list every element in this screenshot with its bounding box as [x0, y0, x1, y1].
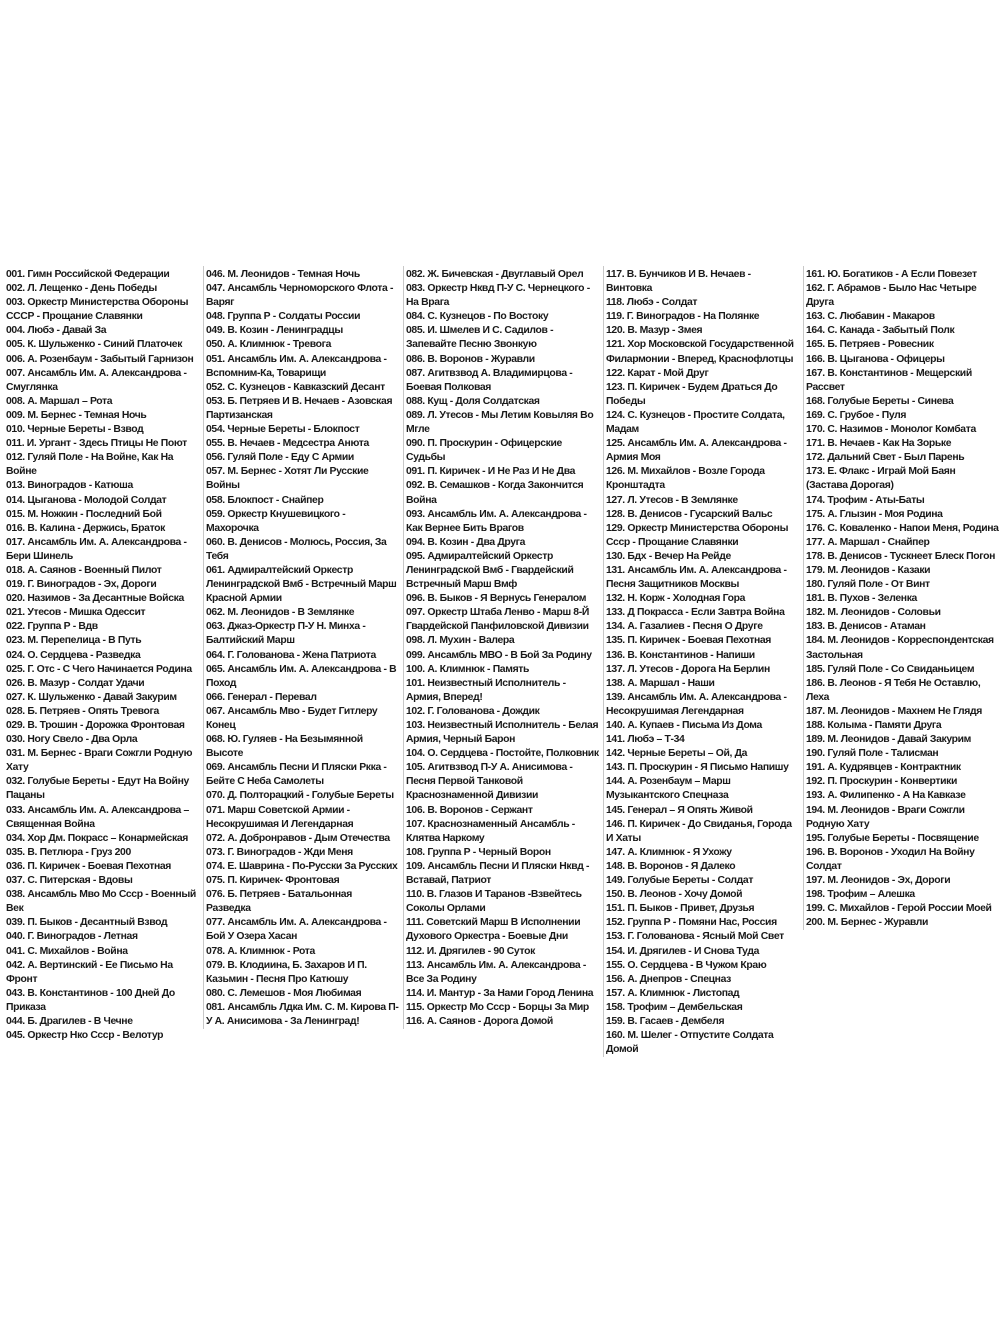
- track-entry: 133. Д Покрасса - Если Завтра Война: [606, 607, 785, 619]
- track-entry: 198. Трофим – Алешка: [806, 889, 915, 901]
- track-entry: 094. В. Козин - Два Друга: [406, 536, 526, 548]
- track-entry: 014. Цыганова - Молодой Солдат: [6, 494, 167, 506]
- track-entry: 020. Назимов - За Десантные Войска: [6, 593, 184, 605]
- track-entry: 039. П. Быков - Десантный Взвод: [6, 917, 168, 929]
- track-entry: 092. В. Семашков - Когда Закончится Война: [406, 480, 584, 506]
- track-entry: 112. И. Дрягилев - 90 Суток: [406, 945, 535, 957]
- track-entry: 040. Г. Виноградов - Летная: [6, 931, 138, 943]
- track-entry: 130. Бдх - Вечер На Рейде: [606, 550, 731, 562]
- track-entry: 030. Ногу Свело - Два Орла: [6, 734, 138, 746]
- track-entry: 113. Ансамбль Им. А. Александрова - Все За Родину: [406, 959, 586, 985]
- track-entry: 098. Л. Мухин - Валера: [406, 635, 515, 647]
- track-entry: 106. В. Воронов - Сержант: [406, 804, 533, 816]
- track-entry: 183. В. Денисов - Атаман: [806, 621, 926, 633]
- track-entry: 132. Н. Корж - Холодная Гора: [606, 593, 746, 605]
- track-entry: 002. Л. Лещенко - День Победы: [6, 283, 157, 295]
- track-entry: 122. Карат - Мой Друг: [606, 367, 709, 379]
- track-entry: 066. Генерал - Перевал: [206, 691, 317, 703]
- track-entry: 174. Трофим - Аты-Баты: [806, 494, 925, 506]
- track-entry: 005. К. Шульженко - Синий Платочек: [6, 339, 183, 351]
- track-entry: 166. В. Цыганова - Офицеры: [806, 353, 945, 365]
- track-entry: 085. И. Шмелев И С. Садилов - Запевайте Песню Звонкую: [406, 325, 554, 351]
- track-entry: 102. Г. Голованова - Дождик: [406, 705, 540, 717]
- track-entry: 056. Гуляй Поле - Еду С Армии: [206, 452, 354, 464]
- track-entry: 188. Колыма - Памяти Друга: [806, 720, 942, 731]
- track-list: [806, 268, 999, 930]
- track-entry: 119. Г. Виноградов - На Полянке: [606, 311, 760, 323]
- track-entry: 025. Г. Отс - С Чего Начинается Родина: [6, 663, 192, 675]
- track-entry: 104. О. Сердцева - Постойте, Полковник: [406, 748, 599, 760]
- track-entry: 075. П. Киричек- Фронтовая: [206, 875, 340, 887]
- track-entry: 081. Ансамбль Лдка Им. С. М. Кирова П-У А. Анисимова - За Ленинград!: [206, 1001, 399, 1027]
- track-entry: 153. Г. Голованова - Ясный Мой Свет: [606, 931, 784, 943]
- track-entry: 082. Ж. Бичевская - Двуглавый Орел: [406, 269, 584, 280]
- track-entry: 089. Л. Утесов - Мы Летим Ковыляя Во Мгле: [406, 409, 594, 436]
- track-entry: 076. Б. Петряев - Батальонная Разведка: [206, 889, 352, 915]
- track-entry: 010. Черные Береты - Взвод: [6, 424, 144, 436]
- track-entry: 080. С. Лемешов - Моя Любимая: [206, 987, 362, 999]
- track-entry: 110. В. Глазов И Таранов -Взвейтесь Соколы Орлами: [406, 889, 582, 915]
- track-entry: 083. Оркестр Нквд П-У С. Чернецкого - На Врага: [406, 283, 590, 309]
- tracklist-column-3: [403, 266, 599, 1029]
- track-entry: 190. Гуляй Поле - Талисман: [806, 748, 939, 760]
- track-entry: 088. Кущ - Доля Солдатская: [406, 395, 540, 407]
- track-entry: 041. С. Михайлов - Война: [6, 945, 128, 957]
- track-entry: 095. Адмиралтейский Оркестр Ленинградской Вмб - Гвардейский Встречный Марш Вмф: [406, 550, 574, 591]
- track-entry: 131. Ансамбль Им. А. Александрова - Песня Защитников Москвы: [606, 564, 787, 591]
- track-entry: 184. М. Леонидов - Корреспондентская Застольная: [806, 635, 994, 661]
- track-entry: 179. М. Леонидов - Казаки: [806, 564, 931, 576]
- track-entry: 069. Ансамбль Песни И Пляски Ркка - Бейте С Неба Самолеты: [206, 762, 387, 788]
- track-list: [406, 268, 599, 1029]
- track-entry: 196. В. Воронов - Уходил На Войну Солдат: [806, 846, 975, 872]
- track-entry: 042. А. Вертинский - Ее Письмо На Фронт: [6, 959, 173, 985]
- track-entry: 127. Л. Утесов - В Землянке: [606, 494, 738, 506]
- track-entry: 079. В. Клодиина, Б. Захаров И П. Казьмин - Песня Про Катюшу: [206, 959, 367, 985]
- track-entry: 054. Черные Береты - Блокпост: [206, 424, 360, 436]
- track-entry: 145. Генерал – Я Опять Живой: [606, 804, 753, 816]
- track-entry: 093. Ансамбль Им. А. Александрова - Как Вернее Бить Врагов: [406, 508, 587, 534]
- track-entry: 169. С. Грубое - Пуля: [806, 409, 907, 421]
- track-entry: 168. Голубые Береты - Синева: [806, 395, 954, 407]
- track-entry: 129. Оркестр Министерства Обороны Ссср - Прощание Славянки: [606, 522, 789, 548]
- track-entry: 012. Гуляй Поле - На Войне, Как На Войне: [6, 452, 174, 478]
- track-entry: 048. Группа Р - Солдаты России: [206, 311, 361, 323]
- track-entry: 197. М. Леонидов - Эх, Дороги: [806, 875, 951, 887]
- track-entry: 128. В. Денисов - Гусарский Вальс: [606, 508, 773, 520]
- track-entry: 186. В. Леонов - Я Тебя Не Оставлю, Леха: [806, 677, 981, 703]
- track-entry: 192. П. Проскурин - Конвертики: [806, 776, 958, 788]
- track-entry: 107. Краснознаменный Ансамбль - Клятва Наркому: [406, 818, 575, 844]
- track-entry: 078. А. Климнюк - Рота: [206, 945, 315, 957]
- track-entry: 071. Марш Советской Армии - Несокрушимая И Легендарная: [206, 804, 354, 830]
- track-entry: 028. Б. Петряев - Опять Тревога: [6, 705, 159, 717]
- track-entry: 024. О. Сердцева - Разведка: [6, 649, 141, 661]
- track-entry: 144. А. Розенбаум – Марш Музыкантского Спецназа: [606, 776, 731, 802]
- track-entry: 058. Блокпост - Снайпер: [206, 494, 324, 506]
- track-entry: 052. С. Кузнецов - Кавказский Десант: [206, 381, 385, 393]
- track-entry: 194. М. Леонидов - Враги Сожгли Родную Хату: [806, 804, 965, 830]
- track-entry: 117. В. Бунчиков И В. Нечаев - Винтовка: [606, 269, 751, 295]
- track-entry: 124. С. Кузнецов - Простите Солдата, Мадам: [606, 409, 785, 436]
- track-entry: 147. А. Климнюк - Я Ухожу: [606, 846, 732, 858]
- track-entry: 049. В. Козин - Ленинградцы: [206, 325, 343, 337]
- track-entry: 033. Ансамбль Им. А. Александрова – Священная Война: [6, 804, 189, 830]
- track-entry: 001. Гимн Российской Федерации: [6, 269, 170, 280]
- track-entry: 031. М. Бернес - Враги Сожгли Родную Хату: [6, 748, 193, 774]
- track-entry: 167. В. Константинов - Мещерский Рассвет: [806, 367, 972, 393]
- track-entry: 121. Хор Московской Государственной Филармонии - Вперед, Краснофлотцы: [606, 339, 794, 365]
- track-entry: 008. А. Маршал – Рота: [6, 395, 113, 407]
- track-entry: 158. Трофим – Дембельская: [606, 1001, 743, 1013]
- track-entry: 003. Оркестр Министерства Обороны СССР - Прощание Славянки: [6, 297, 189, 323]
- track-entry: 101. Неизвестный Исполнитель - Армия, Вперед!: [406, 677, 566, 703]
- track-entry: 161. Ю. Богатиков - А Если Повезет: [806, 269, 977, 280]
- track-entry: 135. П. Киричек - Боевая Пехотная: [606, 635, 772, 647]
- track-entry: 038. Ансамбль Мво Мо Ссср - Военный Век: [6, 889, 196, 915]
- track-entry: 009. М. Бернес - Темная Ночь: [6, 409, 147, 421]
- track-entry: 189. М. Леонидов - Давай Закурим: [806, 734, 972, 746]
- track-entry: 036. П. Киричек - Боевая Пехотная: [6, 860, 172, 872]
- track-entry: 125. Ансамбль Им. А. Александрова - Армия Моя: [606, 438, 787, 464]
- track-entry: 157. А. Климнюк - Листопад: [606, 987, 740, 999]
- track-entry: 151. П. Быков - Привет, Друзья: [606, 903, 755, 915]
- track-entry: 154. И. Дрягилев - И Снова Туда: [606, 945, 759, 957]
- track-entry: 090. П. Проскурин - Офицерские Судьбы: [406, 438, 562, 464]
- track-entry: 045. Оркестр Нко Ссср - Велотур: [6, 1030, 164, 1042]
- track-entry: 111. Советский Марш В Исполнении Духового Оркестра - Боевые Дни: [406, 917, 581, 943]
- track-entry: 087. Агитвзвод А. Владимирцова - Боевая Полковая: [406, 367, 573, 393]
- track-entry: 061. Адмиралтейский Оркестр Ленинградской Вмб - Встречный Марш Красной Армии: [206, 564, 397, 605]
- track-entry: 053. Б. Петряев И В. Нечаев - Азовская Партизанская: [206, 395, 393, 421]
- track-entry: 099. Ансамбль МВО - В Бой За Родину: [406, 649, 592, 661]
- track-entry: 062. М. Леонидов - В Землянке: [206, 607, 355, 619]
- track-entry: 191. А. Кудрявцев - Контрактник: [806, 762, 961, 774]
- track-entry: 150. В. Леонов - Хочу Домой: [606, 889, 743, 901]
- track-entry: 136. В. Константинов - Напиши: [606, 649, 755, 661]
- track-entry: 043. В. Константинов - 100 Дней До Приказа: [6, 987, 175, 1013]
- track-entry: 016. В. Калина - Держись, Браток: [6, 522, 166, 534]
- track-entry: 195. Голубые Береты - Посвящение: [806, 832, 979, 844]
- track-entry: 073. Г. Виноградов - Жди Меня: [206, 846, 353, 858]
- track-entry: 051. Ансамбль Им. А. Александрова - Вспомним-Ка, Товарищи: [206, 353, 387, 379]
- track-entry: 044. Б. Драгилев - В Чечне: [6, 1015, 133, 1027]
- tracklist-column-4: [603, 266, 799, 1057]
- tracklist-column-5: [803, 266, 999, 930]
- track-entry: 200. М. Бернес - Журавли: [806, 917, 929, 929]
- track-entry: 123. П. Киричек - Будем Драться До Победы: [606, 381, 778, 407]
- track-entry: 006. А. Розенбаум - Забытый Гарнизон: [6, 353, 194, 365]
- tracklist-sheet: [0, 266, 1000, 1066]
- track-entry: 064. Г. Голованова - Жена Патриота: [206, 649, 376, 661]
- track-entry: 118. Любэ - Солдат: [606, 297, 698, 309]
- track-entry: 034. Хор Дм. Покрасс – Конармейская: [6, 832, 188, 844]
- track-entry: 018. А. Саянов - Военный Пилот: [6, 564, 162, 576]
- track-entry: 160. М. Шелег - Отпустите Солдата Домой: [606, 1030, 774, 1056]
- track-entry: 096. В. Быков - Я Вернусь Генералом: [406, 593, 587, 605]
- track-entry: 011. И. Ургант - Здесь Птицы Не Поют: [6, 438, 187, 450]
- track-entry: 114. И. Мантур - За Нами Город Ленина: [406, 987, 594, 999]
- track-entry: 134. А. Газалиев - Песня О Друге: [606, 621, 763, 633]
- track-entry: 103. Неизвестный Исполнитель - Белая Армия, Черный Барон: [406, 720, 599, 746]
- track-entry: 138. А. Маршал - Наши: [606, 677, 715, 689]
- track-entry: 065. Ансамбль Им. А. Александрова - В Поход: [206, 663, 397, 689]
- track-entry: 070. Д. Полторацкий - Голубые Береты: [206, 790, 394, 802]
- track-entry: 004. Любэ - Давай За: [6, 325, 107, 337]
- track-entry: 143. П. Проскурин - Я Письмо Напишу: [606, 762, 789, 774]
- track-entry: 091. П. Киричек - И Не Раз И Не Два: [406, 466, 576, 478]
- track-entry: 060. В. Денисов - Молюсь, Россия, За Тебя: [206, 536, 387, 562]
- track-entry: 180. Гуляй Поле - От Винт: [806, 579, 930, 591]
- track-entry: 050. А. Климнюк - Тревога: [206, 339, 332, 351]
- track-entry: 137. Л. Утесов - Дорога На Берлин: [606, 663, 770, 675]
- track-entry: 046. М. Леонидов - Темная Ночь: [206, 269, 360, 280]
- track-entry: 178. В. Денисов - Тускнеет Блеск Погон: [806, 550, 995, 562]
- track-entry: 182. М. Леонидов - Соловьи: [806, 607, 941, 619]
- track-entry: 126. М. Михайлов - Возле Города Кронштадта: [606, 466, 765, 492]
- track-entry: 148. В. Воронов - Я Далеко: [606, 860, 736, 872]
- track-entry: 175. А. Глызин - Моя Родина: [806, 508, 943, 520]
- track-entry: 139. Ансамбль Им. А. Александрова - Несокрушимая Легендарная: [606, 691, 787, 717]
- track-entry: 027. К. Шульженко - Давай Закурим: [6, 691, 177, 703]
- track-entry: 176. С. Коваленко - Напои Меня, Родина: [806, 522, 999, 534]
- track-entry: 199. С. Михайлов - Герой России Моей: [806, 903, 992, 915]
- track-entry: 170. С. Назимов - Монолог Комбата: [806, 424, 976, 436]
- track-entry: 142. Черные Береты – Ой, Да: [606, 748, 748, 760]
- track-entry: 164. С. Канада - Забытый Полк: [806, 325, 955, 337]
- track-entry: 015. М. Ножкин - Последний Бой: [6, 508, 162, 520]
- track-entry: 173. Е. Флакс - Играй Мой Баян (Застава Дорогая): [806, 466, 956, 492]
- track-entry: 032. Голубые Береты - Едут На Войну Пацаны: [6, 776, 189, 802]
- track-entry: 177. А. Маршал - Снайпер: [806, 536, 930, 548]
- track-entry: 068. Ю. Гуляев - На Безымянной Высоте: [206, 734, 363, 760]
- track-entry: 035. В. Петлюра - Груз 200: [6, 846, 131, 858]
- track-entry: 077. Ансамбль Им. А. Александрова - Бой У Озера Хасан: [206, 917, 387, 943]
- track-entry: 067. Ансамбль Мво - Будет Гитлеру Конец: [206, 705, 378, 731]
- track-entry: 163. С. Любавин - Макаров: [806, 311, 935, 323]
- track-entry: 141. Любэ – Т-34: [606, 734, 685, 746]
- track-entry: 017. Ансамбль Им. А. Александрова - Бери Шинель: [6, 536, 187, 562]
- track-entry: 029. В. Трошин - Дорожка Фронтовая: [6, 720, 185, 731]
- track-list: [206, 268, 399, 1029]
- track-entry: 171. В. Нечаев - Как На Зорьке: [806, 438, 952, 450]
- track-entry: 120. В. Мазур - Змея: [606, 325, 703, 337]
- track-entry: 155. О. Сердцева - В Чужом Краю: [606, 959, 767, 971]
- track-entry: 063. Джаз-Оркестр П-У Н. Минха - Балтийский Марш: [206, 621, 366, 647]
- track-entry: 181. В. Пухов - Зеленка: [806, 593, 917, 605]
- track-entry: 193. А. Филипенко - А На Кавказе: [806, 790, 966, 802]
- track-entry: 185. Гуляй Поле - Со Свиданьицем: [806, 663, 975, 675]
- track-entry: 149. Голубые Береты - Солдат: [606, 875, 754, 887]
- track-entry: 156. А. Днепров - Спецназ: [606, 973, 731, 985]
- track-entry: 055. В. Нечаев - Медсестра Анюта: [206, 438, 369, 450]
- track-entry: 140. А. Купаев - Письма Из Дома: [606, 720, 762, 731]
- track-entry: 165. Б. Петряев - Ровесник: [806, 339, 934, 351]
- track-list: [606, 268, 799, 1057]
- track-entry: 013. Виноградов - Катюша: [6, 480, 133, 492]
- tracklist-column-2: [203, 266, 399, 1029]
- track-entry: 146. П. Киричек - До Свиданья, Города И Хаты: [606, 818, 792, 844]
- track-entry: 007. Ансамбль Им. А. Александрова - Смуглянка: [6, 367, 187, 393]
- track-entry: 109. Ансамбль Песни И Пляски Нквд - Вставай, Патриот: [406, 860, 590, 887]
- track-entry: 057. М. Бернес - Хотят Ли Русские Войны: [206, 466, 369, 492]
- tracklist-column-1: [4, 266, 200, 1043]
- track-entry: 037. С. Питерская - Вдовы: [6, 875, 133, 887]
- track-entry: 159. В. Гасаев - Дембеля: [606, 1015, 725, 1027]
- track-entry: 172. Дальний Свет - Был Парень: [806, 452, 965, 464]
- track-entry: 021. Утесов - Мишка Одессит: [6, 607, 146, 619]
- track-entry: 152. Группа Р - Помяни Нас, Россия: [606, 917, 777, 929]
- track-entry: 019. Г. Виноградов - Эх, Дороги: [6, 579, 157, 591]
- track-entry: 059. Оркестр Кнушевицкого - Махорочка: [206, 508, 346, 534]
- track-entry: 116. А. Саянов - Дорога Домой: [406, 1015, 553, 1027]
- track-entry: 072. А. Добронравов - Дым Отечества: [206, 832, 390, 844]
- track-entry: 084. С. Кузнецов - По Востоку: [406, 311, 549, 323]
- track-entry: 187. М. Леонидов - Махнем Не Глядя: [806, 705, 982, 717]
- track-entry: 047. Ансамбль Черноморского Флота - Варяг: [206, 283, 394, 309]
- track-entry: 108. Группа Р - Черный Ворон: [406, 846, 551, 858]
- track-entry: 022. Группа Р - Вдв: [6, 621, 98, 633]
- track-list: [6, 268, 200, 1043]
- track-entry: 115. Оркестр Мо Ссср - Борцы За Мир: [406, 1001, 589, 1013]
- track-entry: 026. В. Мазур - Солдат Удачи: [6, 677, 145, 689]
- track-entry: 086. В. Воронов - Журавли: [406, 353, 535, 365]
- track-entry: 023. М. Перепелица - В Путь: [6, 635, 142, 647]
- track-entry: 162. Г. Абрамов - Было Нас Четыре Друга: [806, 283, 977, 309]
- track-entry: 100. А. Климнюк - Память: [406, 663, 530, 675]
- track-entry: 074. Е. Шаврина - По-Русски За Русских: [206, 860, 398, 872]
- track-entry: 097. Оркестр Штаба Ленво - Марш 8-Й Гвардейской Панфиловской Дивизии: [406, 607, 589, 633]
- track-entry: 105. Агитвзвод П-У А. Анисимова - Песня Первой Танковой Краснознаменной Дивизии: [406, 762, 573, 802]
